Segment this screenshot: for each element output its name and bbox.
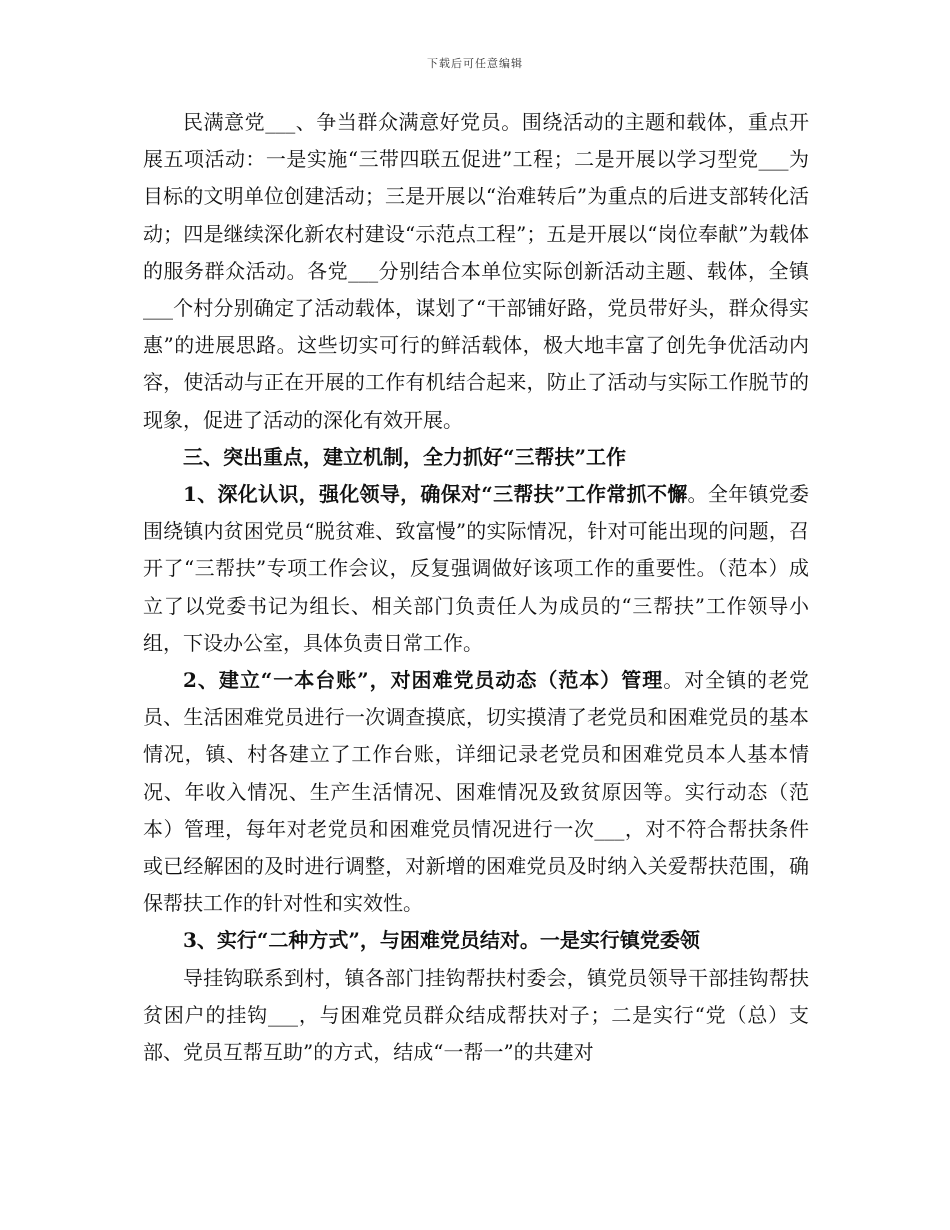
paragraph-text: 。全年镇党委围绕镇内贫困党员“脱贫难、致富慢”的实际情况，针对可能出现的问题，召开了“三帮扶”专项工作会议，反复强调做好该项工作的重要性。（范本）成立了以党委书记为组长、相关部门负责任人为成员的“三帮扶”工作领导小组，下设办公室，具体负责日常工作。 xyxy=(143,482,809,655)
paragraph-item-1 xyxy=(143,476,809,662)
paragraph-text: 民满意党___、争当群众满意好党员。围绕活动的主题和载体，重点开展五项活动：一是实施“三带四联五促进”工程；二是开展以学习型党___为目标的文明单位创建活动；三是开展以“治难转后”为重点的后进支部转化活动；四是继续深化新农村建设“示范点工程”；五是开展以“岗位奉献”为载体的服务群众活动。各党___分别结合本单位实际创新活动主题、载体，全镇___个村分别确定了活动载体，谋划了“干部铺好路，党员带好头，群众得实惠”的进展思路。这些切实可行的鲜活载体，极大地丰富了创先争优活动内容，使活动与正在开展的工作有机结合起来，防止了活动与实际工作脱节的现象，促进了活动的深化有效开展。 xyxy=(143,110,809,432)
paragraph-lead: 1、深化认识，强化领导，确保对“三帮扶”工作常抓不懈 xyxy=(183,482,688,507)
paragraph-item-2 xyxy=(143,662,809,922)
paragraph-item-3-heading: 3、实行“二种方式”，与困难党员结对。一是实行镇党委领 xyxy=(183,928,700,953)
paragraph-text: 导挂钩联系到村，镇各部门挂钩帮扶村委会，镇党员领导干部挂钩帮扶贫困户的挂钩___，与困难党员群众结成帮扶对子；二是实行“党（总）支部、党员互帮互助”的方式，结成“一帮一”的共建对 xyxy=(143,965,809,1065)
page-header-note: 下载后可任意编辑 xyxy=(427,57,523,70)
paragraph-lead: 2、建立“一本台账”，对困难党员动态（范本）管理 xyxy=(183,668,664,693)
section-heading-3: 三、突出重点，建立机制，全力抓好“三帮扶”工作 xyxy=(183,444,627,469)
document-body xyxy=(143,104,809,1071)
paragraph-text: 。对全镇的老党员、生活困难党员进行一次调查摸底，切实摸清了老党员和困难党员的基本情况，镇、村各建立了工作台账，详细记录老党员和困难党员本人基本情况、年收入情况、生产生活情况、困难情况及致贫原因等。实行动态（范本）管理，每年对老党员和困难党员情况进行一次___，对不符合帮扶条件或已经解困的及时进行调整，对新增的困难党员及时纳入关爱帮扶范围，确保帮扶工作的针对性和实效性。 xyxy=(143,668,809,916)
paragraph-1 xyxy=(143,104,809,439)
paragraph-item-3-body xyxy=(143,960,809,1072)
